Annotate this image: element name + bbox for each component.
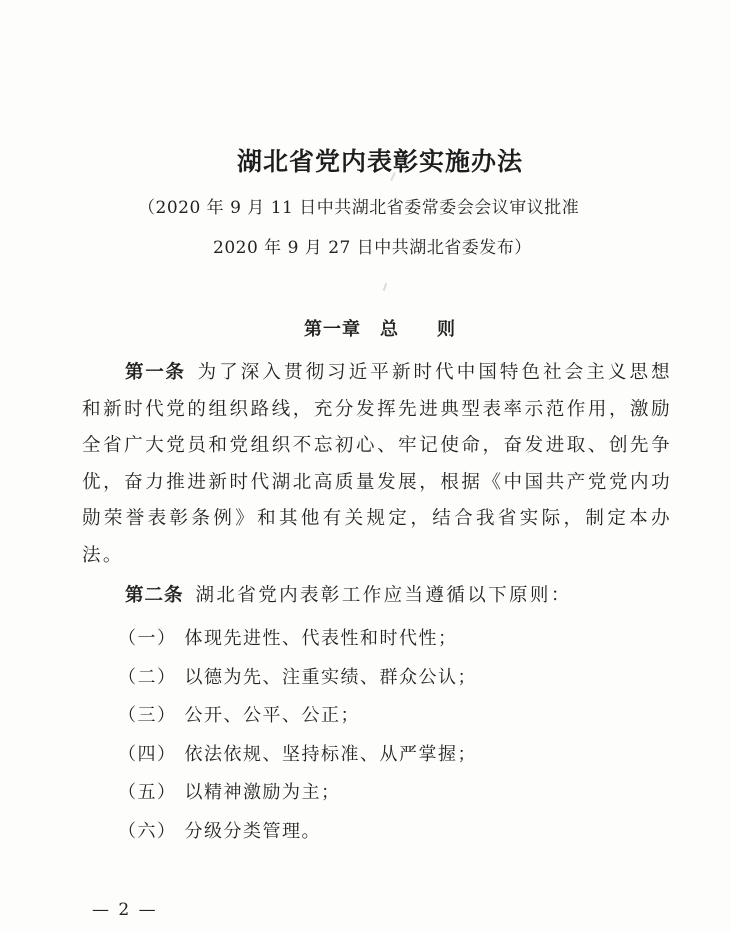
list-item-number: （五） — [118, 782, 177, 803]
list-item-text: 公开、公平、公正； — [184, 705, 360, 726]
list-item — [118, 736, 477, 775]
list-item-number: （四） — [118, 743, 177, 765]
list-item-text: 以精神激励为主； — [184, 782, 341, 803]
list-item — [118, 813, 477, 852]
document-title: 湖北省党内表彰实施办法 — [236, 147, 523, 176]
list-item-number: （六） — [118, 820, 177, 842]
scan-speck — [383, 283, 388, 291]
list-item-number: （三） — [118, 705, 177, 726]
article-1-text: 为了深入贯彻习近平新时代中国特色社会主义思想和新时代党的组织路线，充分发挥先进典型表率示范作用，激励全省广大党员和党组织不忘初心、牢记使命，奋发进取、创先争优，奋力推进新时代湖北高质量发展，根据《中国共产党党内功勋荣誉表彰条例》和其他有关规定，结合我省实际，制定本办法。 — [82, 362, 672, 566]
list-item-text: 依法依规、坚持标准、从严掌握； — [184, 743, 477, 765]
article-1-label: 第一条 — [125, 362, 186, 383]
list-item-text: 以德为先、注重实绩、群众公认； — [184, 666, 477, 688]
article-2-label: 第二条 — [125, 585, 184, 606]
article-2-text: 湖北省党内表彰工作应当遵循以下原则： — [195, 585, 572, 606]
article-2 — [82, 578, 682, 615]
chapter-heading: 第一章 总 则 — [304, 319, 456, 340]
list-item — [118, 697, 477, 736]
page-number: — 2 — — [92, 900, 158, 920]
list-item — [118, 659, 477, 698]
article-1 — [82, 355, 672, 574]
principles-list — [118, 620, 477, 851]
list-item — [118, 774, 477, 813]
list-item — [118, 620, 477, 659]
list-item-number: （二） — [118, 666, 177, 688]
subtitle-approval-line: （2020 年 9 月 11 日中共湖北省委常委会会议审议批准 — [138, 198, 580, 218]
list-item-text: 体现先进性、代表性和时代性； — [184, 628, 458, 649]
list-item-text: 分级分类管理。 — [184, 820, 321, 842]
list-item-number: （一） — [118, 628, 177, 649]
subtitle-release-line: 2020 年 9 月 27 日中共湖北省委发布） — [213, 238, 532, 258]
